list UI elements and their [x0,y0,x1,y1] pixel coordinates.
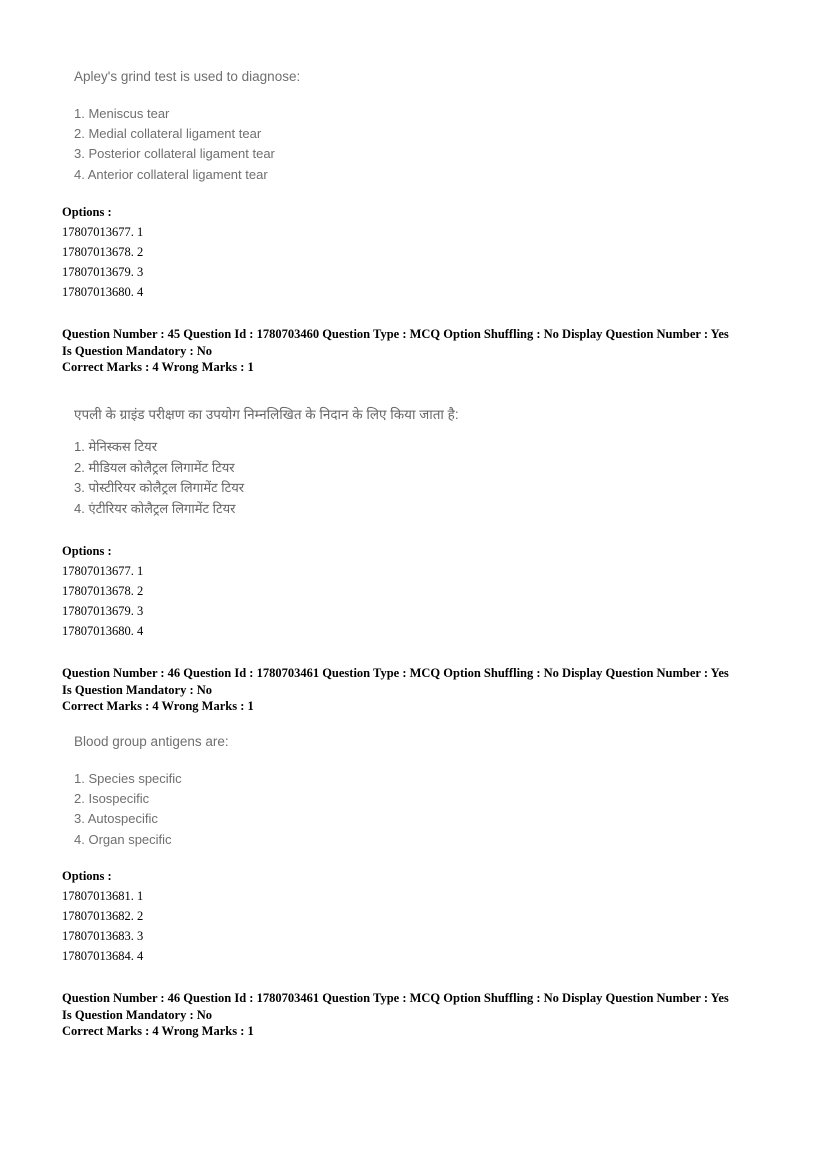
answer-choice: 3. पोस्टीरियर कोलैट्रल लिगामेंट टियर [74,480,245,495]
option-id: 17807013683. 3 [62,929,144,943]
option-id: 17807013677. 1 [62,564,144,578]
question-image-q45 [74,405,459,519]
option-id: 17807013677. 1 [62,225,144,239]
question-mandatory-line: Is Question Mandatory : No [62,1007,213,1022]
option-id: 17807013680. 4 [62,624,144,638]
question-stem: Blood group antigens are: [74,734,229,749]
question-meta-line: Question Number : 46 Question Id : 1780703461 Question Type : MCQ Option Shuffling : No Display Question Number : Yes [62,991,729,1005]
question-header-q46 [62,665,782,715]
answer-choice: 4. Organ specific [74,831,172,847]
answer-choice: 2. Medial collateral ligament tear [74,126,262,142]
options-label: Options : [62,869,112,883]
answer-choice: 4. Anterior collateral ligament tear [74,166,268,182]
option-id: 17807013681. 1 [62,889,144,903]
options-list [62,561,143,641]
question-marks-line: Correct Marks : 4 Wrong Marks : 1 [62,360,254,374]
option-id: 17807013679. 3 [62,604,144,618]
answer-choice: 2. मीडियल कोलैट्रल लिगामेंट टियर [74,459,235,475]
option-id: 17807013678. 2 [62,584,144,598]
answer-choice: 1. Meniscus tear [74,106,170,121]
question-stem: एपली के ग्राइंड परीक्षण का उपयोग निम्नलिखित के निदान के लिए किया जाता है: [74,407,459,422]
option-id: 17807013678. 2 [62,245,144,259]
question-marks-line: Correct Marks : 4 Wrong Marks : 1 [62,1024,254,1038]
options-list [62,222,143,302]
question-meta-line: Question Number : 45 Question Id : 1780703460 Question Type : MCQ Option Shuffling : No Display Question Number : Yes [62,327,729,341]
options-label: Options : [62,205,112,219]
answer-choice: 4. एंटीरियर कोलैट्रल लिगामेंट टियर [74,500,236,516]
question-header-q46-repeat [62,990,782,1040]
question-image-q44 [74,69,300,185]
answer-choice: 3. Autospecific [74,811,158,827]
option-id: 17807013679. 3 [62,265,144,279]
options-label: Options : [62,544,112,558]
answer-choice: 1. Species specific [74,771,182,786]
answer-choice-list [74,104,300,185]
answer-choice: 3. Posterior collateral ligament tear [74,146,275,162]
answer-choice: 2. Isospecific [74,791,150,807]
option-id: 17807013684. 4 [62,949,144,963]
question-mandatory-line: Is Question Mandatory : No [62,682,213,697]
question-marks-line: Correct Marks : 4 Wrong Marks : 1 [62,699,254,713]
options-list [62,886,143,966]
answer-choice-list [74,437,459,519]
question-image-q46 [74,734,229,850]
question-meta-line: Question Number : 46 Question Id : 1780703461 Question Type : MCQ Option Shuffling : No Display Question Number : Yes [62,666,729,680]
option-id: 17807013682. 2 [62,909,144,923]
question-mandatory-line: Is Question Mandatory : No [62,343,213,358]
answer-choice: 1. मेनिस्कस टियर [74,439,158,454]
question-stem: Apley's grind test is used to diagnose: [74,69,301,84]
question-header-q45 [62,326,782,376]
answer-choice-list [74,769,229,850]
option-id: 17807013680. 4 [62,285,144,299]
